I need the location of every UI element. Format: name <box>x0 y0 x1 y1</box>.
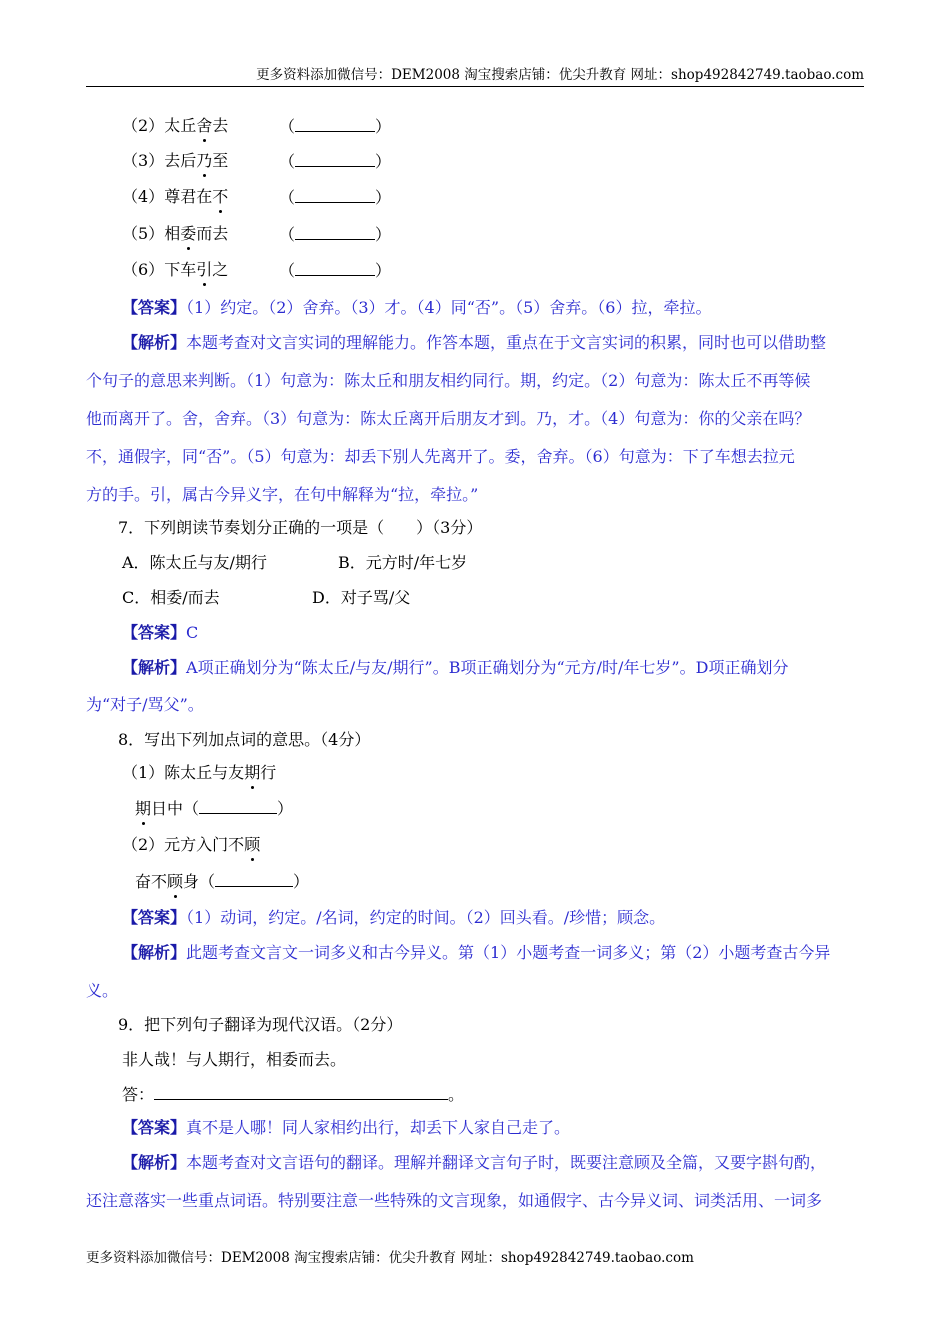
q6-item-3: （3）去后乃至 <box>122 151 229 170</box>
emphasis-dot-char: 乃 <box>196 151 213 170</box>
emphasis-dot-char: 引 <box>196 260 213 279</box>
q7-option-d[interactable]: D．对子骂/父 <box>312 588 411 607</box>
emphasis-dot-char: 顾 <box>244 835 261 854</box>
q8-analysis: 【解析】此题考查文言文一词多义和古今异义。第（1）小题考查一词多义；第（2）小题考查古今异 <box>122 943 831 962</box>
q6-analysis-line: 个句子的意思来判断。（1）句意为：陈太丘和朋友相约同行。期，约定。（2）句意为：陈太丘不再等候 <box>86 371 811 390</box>
q7-option-c[interactable]: C．相委/而去 <box>122 588 220 607</box>
emphasis-dot-char: 顾 <box>167 872 184 891</box>
emphasis-dot-char: 期 <box>135 799 152 818</box>
q6-analysis-line: 方的手。引，属古今异义字，在句中解释为“拉，牵拉。” <box>86 485 479 504</box>
q6-item-6-blank[interactable]: （ ） <box>279 261 392 280</box>
q8-sentence-1b[interactable]: 期日中（ ） <box>135 799 294 818</box>
q7-analysis-line: 为“对子/骂父”。 <box>86 695 204 714</box>
q9-answer: 【答案】真不是人哪！同人家相约出行，却丢下人家自己走了。 <box>122 1118 571 1137</box>
q6-analysis: 【解析】本题考查对文言实词的理解能力。作答本题，重点在于文言实词的积累，同时也可以借助整 <box>122 333 827 352</box>
q8-sentence-2: （2）元方入门不顾 <box>122 835 261 854</box>
q9-sentence: 非人哉！与人期行，相委而去。 <box>122 1050 347 1069</box>
q6-item-3-blank[interactable]: （ ） <box>279 152 392 171</box>
q6-item-5: （5）相委而去 <box>122 224 229 243</box>
q8-sentence-1: （1）陈太丘与友期行 <box>122 763 277 782</box>
q8-stem: 8．写出下列加点词的意思。（4分） <box>118 730 371 749</box>
q8-analysis-line: 义。 <box>86 981 119 1000</box>
q9-analysis: 【解析】本题考查对文言语句的翻译。理解并翻译文言句子时，既要注意顾及全篇，又要字斟句酌， <box>122 1153 827 1172</box>
q7-stem: 7．下列朗读节奏划分正确的一项是（ ）（3分） <box>118 518 483 537</box>
q6-item-2-blank[interactable]: （ ） <box>279 117 392 136</box>
q6-item-4-blank[interactable]: （ ） <box>279 188 392 207</box>
page-footer: 更多资料添加微信号：DEM2008 淘宝搜索店铺：优尖升教育 网址：shop492842749.taobao.com <box>86 1250 694 1266</box>
q9-analysis-line: 还注意落实一些重点词语。特别要注意一些特殊的文言现象，如通假字、古今异义词、词类活用、一词多 <box>86 1191 823 1210</box>
q6-answer: 【答案】（1）约定。（2）舍弃。（3）才。（4）同“否”。（5）舍弃。（6）拉，牵拉。 <box>122 298 712 317</box>
q8-sentence-2b[interactable]: 奋不顾身（ ） <box>135 872 310 891</box>
q6-item-4: （4）尊君在不 <box>122 187 229 206</box>
emphasis-dot-char: 不 <box>212 187 229 206</box>
emphasis-dot-char: 期 <box>244 763 261 782</box>
q7-answer: 【答案】C <box>122 623 199 642</box>
q7-option-a[interactable]: A．陈太丘与友/期行 <box>122 553 267 572</box>
q9-answer-line[interactable]: 答： 。 <box>122 1085 465 1104</box>
q6-analysis-line: 不，通假字，同“否”。（5）句意为：却丢下别人先离开了。委，舍弃。（6）句意为：下了车想去拉元 <box>86 447 795 466</box>
q7-option-b[interactable]: B．元方时/年七岁 <box>338 553 468 572</box>
q7-analysis: 【解析】A项正确划分为“陈太丘/与友/期行”。B项正确划分为“元方/时/年七岁”。D项正确划分 <box>122 658 789 677</box>
q6-analysis-line: 他而离开了。舍，舍弃。（3）句意为：陈太丘离开后朋友才到。乃，才。（4）句意为：你的父亲在吗？ <box>86 409 811 428</box>
q6-item-6: （6）下车引之 <box>122 260 229 279</box>
q8-answer: 【答案】（1）动词，约定。/名词，约定的时间。（2）回头看。/珍惜；顾念。 <box>122 908 666 927</box>
q6-item-2: （2）太丘舍去 <box>122 116 229 135</box>
page-header: 更多资料添加微信号：DEM2008 淘宝搜索店铺：优尖升教育 网址：shop492842749.taobao.com <box>86 66 864 87</box>
emphasis-dot-char: 舍 <box>196 116 213 135</box>
q9-stem: 9．把下列句子翻译为现代汉语。（2分） <box>118 1015 403 1034</box>
q6-item-5-blank[interactable]: （ ） <box>279 225 392 244</box>
emphasis-dot-char: 委 <box>180 224 197 243</box>
